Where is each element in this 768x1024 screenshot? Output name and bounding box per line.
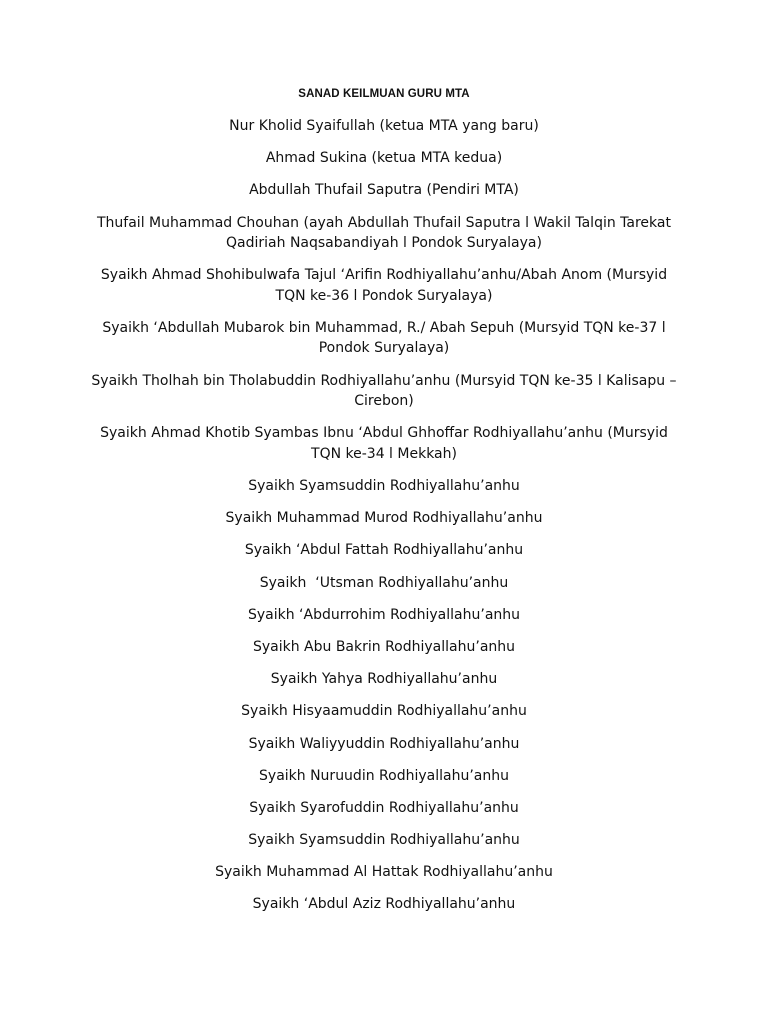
sanad-entry: Syaikh Syarofuddin Rodhiyallahu’anhu bbox=[249, 799, 519, 816]
sanad-entry: Syaikh Waliyyuddin Rodhiyallahu’anhu bbox=[248, 735, 520, 752]
sanad-entry: Abdullah Thufail Saputra (Pendiri MTA) bbox=[249, 182, 519, 199]
sanad-entry: Syaikh ‘Abdullah Mubarok bin Muhammad, R./ Abah Sepuh (Mursyid TQN ke-37 l Pondok Suryalaya) bbox=[102, 319, 666, 357]
sanad-entry: Syaikh ‘Utsman Rodhiyallahu’anhu bbox=[259, 574, 509, 591]
sanad-entry: Ahmad Sukina (ketua MTA kedua) bbox=[265, 150, 503, 167]
sanad-entry: Nur Kholid Syaifullah (ketua MTA yang baru) bbox=[229, 118, 539, 134]
sanad-entry: Syaikh Muhammad Al Hattak Rodhiyallahu’anhu bbox=[215, 864, 553, 881]
sanad-entry: Syaikh Ahmad Khotib Syambas Ibnu ‘Abdul Ghhoffar Rodhiyallahu’anhu (Mursyid TQN ke-34 l Mekkah) bbox=[100, 425, 668, 462]
sanad-entry: Syaikh ‘Abdurrohim Rodhiyallahu’anhu bbox=[247, 606, 521, 623]
document-title: SANAD KEILMUAN GURU MTA bbox=[298, 88, 470, 100]
sanad-entry: Syaikh Syamsuddin Rodhiyallahu’anhu bbox=[248, 832, 520, 849]
sanad-entry: Syaikh ‘Abdul Aziz Rodhiyallahu’anhu bbox=[252, 896, 516, 913]
sanad-entry: Syaikh Nuruudin Rodhiyallahu’anhu bbox=[259, 767, 509, 784]
sanad-entry: Syaikh Muhammad Murod Rodhiyallahu’anhu bbox=[225, 510, 543, 527]
sanad-entry: Syaikh ‘Abdul Fattah Rodhiyallahu’anhu bbox=[244, 542, 524, 559]
sanad-entry: Syaikh Syamsuddin Rodhiyallahu’anhu bbox=[248, 478, 520, 494]
sanad-list bbox=[90, 116, 678, 927]
sanad-entry: Thufail Muhammad Chouhan (ayah Abdullah Thufail Saputra l Wakil Talqin Tarekat Qadiriah Naqsabandiyah l Pondok Suryalaya) bbox=[97, 214, 671, 252]
sanad-entry: Syaikh Tholhah bin Tholabuddin Rodhiyallahu’anhu (Mursyid TQN ke-35 l Kalisapu – Cirebon) bbox=[91, 372, 677, 410]
sanad-entry: Syaikh Hisyaamuddin Rodhiyallahu’anhu bbox=[241, 703, 527, 720]
sanad-entry: Syaikh Abu Bakrin Rodhiyallahu’anhu bbox=[252, 638, 516, 655]
sanad-entry: Syaikh Ahmad Shohibulwafa Tajul ‘Arifin Rodhiyallahu’anhu/Abah Anom (Mursyid TQN ke-36 l Pondok Suryalaya) bbox=[100, 267, 668, 304]
sanad-entry: Syaikh Yahya Rodhiyallahu’anhu bbox=[270, 671, 498, 688]
